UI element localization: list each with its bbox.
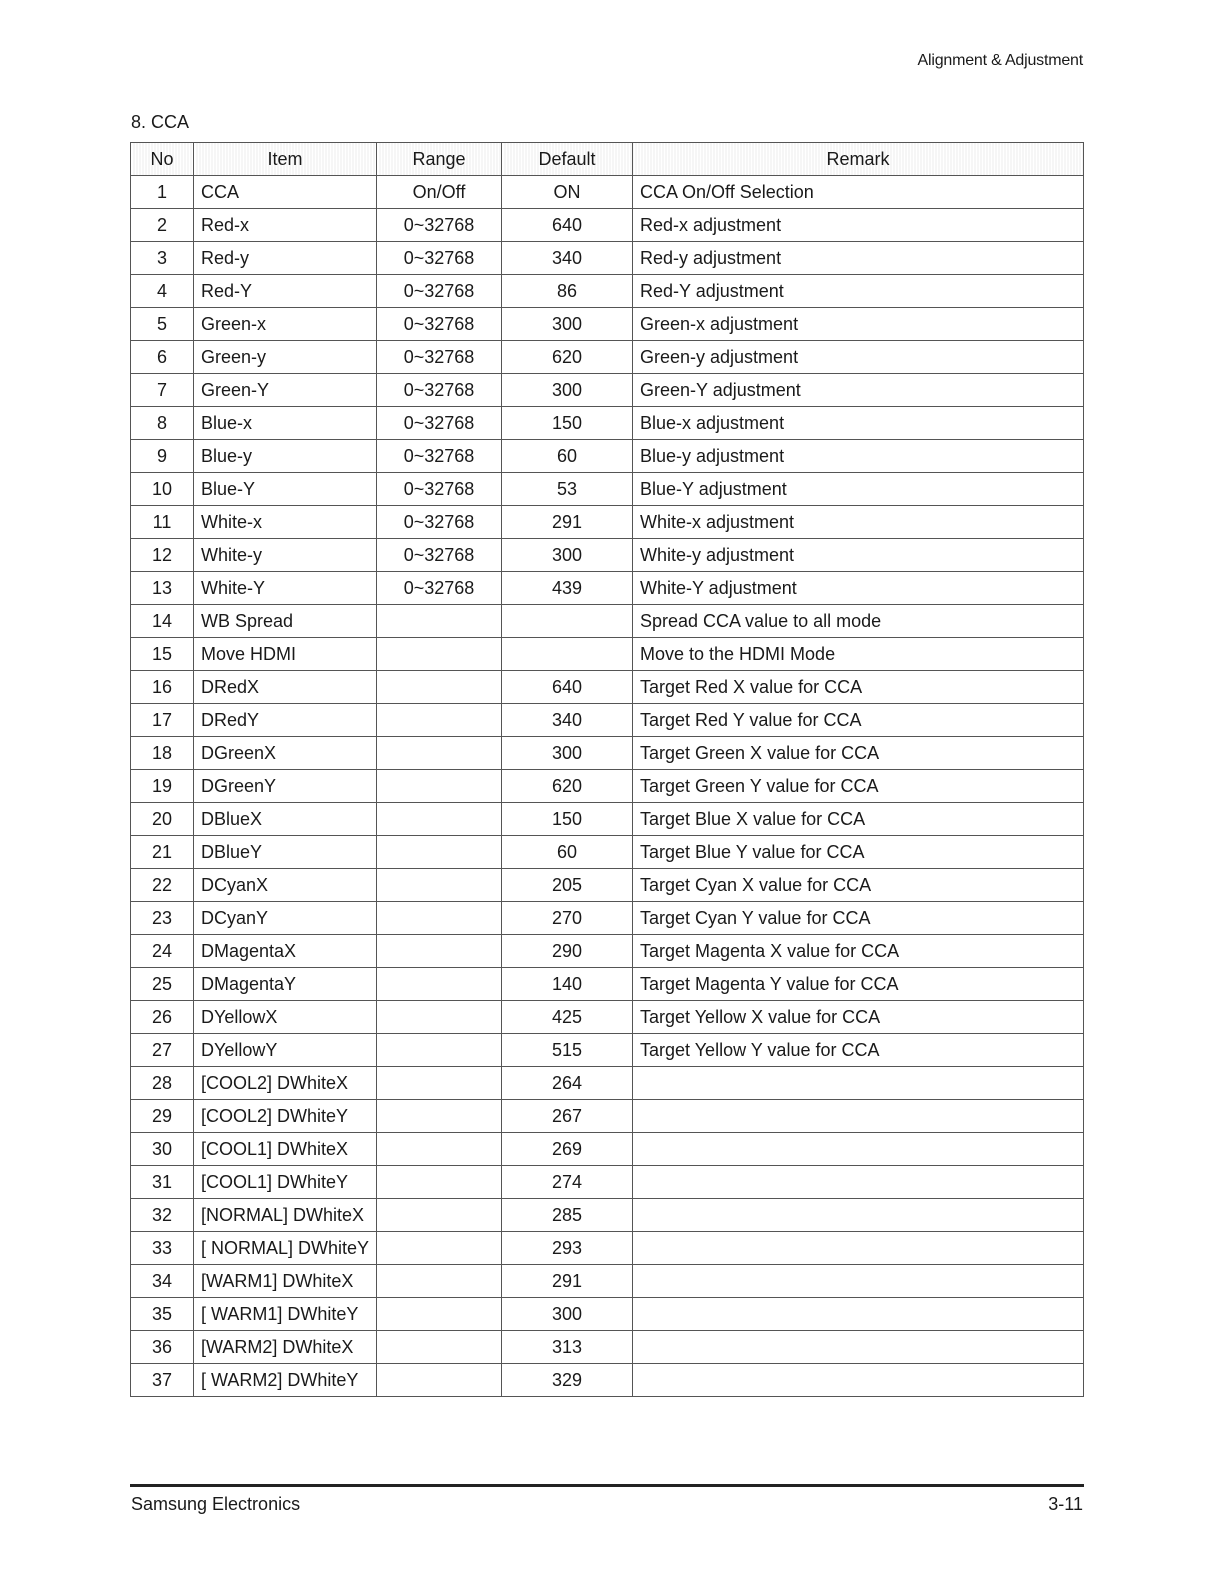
table-row [131,869,1084,902]
cell-remark [633,1331,1084,1364]
cell-item: Red-y [194,242,377,275]
cell-no: 34 [131,1265,194,1298]
cell-default: 285 [502,1199,633,1232]
cell-default: 300 [502,1298,633,1331]
column-header-default: Default [502,143,633,176]
cell-no: 36 [131,1331,194,1364]
cell-no: 8 [131,407,194,440]
cell-range [377,737,502,770]
table-row [131,836,1084,869]
table-row [131,968,1084,1001]
table-row [131,935,1084,968]
cell-no: 19 [131,770,194,803]
cell-range [377,1001,502,1034]
table-row [131,176,1084,209]
cell-no: 22 [131,869,194,902]
cell-item: DBlueX [194,803,377,836]
cell-default [502,638,633,671]
table-row [131,209,1084,242]
cell-range [377,1232,502,1265]
table-row [131,1232,1084,1265]
cell-no: 21 [131,836,194,869]
cell-item: DGreenY [194,770,377,803]
cell-item: DRedX [194,671,377,704]
cell-item: DYellowY [194,1034,377,1067]
cell-no: 7 [131,374,194,407]
cell-range [377,902,502,935]
cell-remark: CCA On/Off Selection [633,176,1084,209]
cell-default: 425 [502,1001,633,1034]
cell-remark [633,1166,1084,1199]
cell-item: Red-Y [194,275,377,308]
cell-item: [COOL1] DWhiteY [194,1166,377,1199]
cell-range [377,1166,502,1199]
table-row [131,1265,1084,1298]
cell-remark [633,1100,1084,1133]
cell-no: 17 [131,704,194,737]
cell-remark: Target Blue Y value for CCA [633,836,1084,869]
cell-remark: Green-Y adjustment [633,374,1084,407]
cell-item: Blue-Y [194,473,377,506]
cell-range [377,704,502,737]
table-row [131,341,1084,374]
cell-range [377,1298,502,1331]
cell-no: 37 [131,1364,194,1397]
cell-no: 16 [131,671,194,704]
cell-range: 0~32768 [377,341,502,374]
cell-default: 340 [502,704,633,737]
cell-no: 20 [131,803,194,836]
cell-item: [WARM1] DWhiteX [194,1265,377,1298]
cell-remark: Target Green X value for CCA [633,737,1084,770]
cell-no: 5 [131,308,194,341]
cell-default: 86 [502,275,633,308]
table-row [131,473,1084,506]
cell-item: DCyanX [194,869,377,902]
cell-item: DMagentaY [194,968,377,1001]
cell-default: 313 [502,1331,633,1364]
cell-remark [633,1232,1084,1265]
cell-no: 29 [131,1100,194,1133]
cell-item: DYellowX [194,1001,377,1034]
cell-no: 18 [131,737,194,770]
cell-remark: Target Magenta Y value for CCA [633,968,1084,1001]
cell-item: [COOL1] DWhiteX [194,1133,377,1166]
column-header-item: Item [194,143,377,176]
cell-remark: Red-x adjustment [633,209,1084,242]
cell-item: WB Spread [194,605,377,638]
cell-range [377,638,502,671]
cell-default: 53 [502,473,633,506]
cell-range [377,1331,502,1364]
cca-table [130,142,1084,1397]
cell-no: 9 [131,440,194,473]
table-row [131,1199,1084,1232]
cell-no: 24 [131,935,194,968]
table-row [131,1133,1084,1166]
table-row [131,737,1084,770]
cell-no: 3 [131,242,194,275]
cell-remark: Target Yellow X value for CCA [633,1001,1084,1034]
cell-range [377,671,502,704]
cell-range [377,836,502,869]
cell-range: 0~32768 [377,506,502,539]
cell-remark [633,1364,1084,1397]
cell-range: 0~32768 [377,539,502,572]
cell-no: 33 [131,1232,194,1265]
cell-item: Blue-x [194,407,377,440]
cell-remark: Blue-y adjustment [633,440,1084,473]
cell-item: [ WARM1] DWhiteY [194,1298,377,1331]
cell-item: [WARM2] DWhiteX [194,1331,377,1364]
cell-default: 140 [502,968,633,1001]
cell-no: 1 [131,176,194,209]
cell-default: 640 [502,671,633,704]
cell-remark: Green-y adjustment [633,341,1084,374]
cell-range [377,1067,502,1100]
cell-remark: Red-y adjustment [633,242,1084,275]
table-row [131,1001,1084,1034]
cell-item: Blue-y [194,440,377,473]
cell-default: 264 [502,1067,633,1100]
cell-default: 300 [502,308,633,341]
cell-item: Red-x [194,209,377,242]
cell-no: 31 [131,1166,194,1199]
cell-range [377,1133,502,1166]
cell-range: 0~32768 [377,440,502,473]
table-row [131,242,1084,275]
cell-no: 14 [131,605,194,638]
cell-default: 150 [502,407,633,440]
cell-remark: Target Green Y value for CCA [633,770,1084,803]
table-row [131,605,1084,638]
cell-remark: Target Yellow Y value for CCA [633,1034,1084,1067]
cell-default: 300 [502,374,633,407]
cell-item: DMagentaX [194,935,377,968]
cell-range: 0~32768 [377,209,502,242]
cell-no: 12 [131,539,194,572]
cell-range: 0~32768 [377,374,502,407]
cell-range [377,1364,502,1397]
table-row [131,1364,1084,1397]
cell-range: On/Off [377,176,502,209]
cell-item: Green-x [194,308,377,341]
table-row [131,539,1084,572]
cell-range [377,1100,502,1133]
table-row [131,803,1084,836]
cell-item: White-Y [194,572,377,605]
cell-item: Green-Y [194,374,377,407]
cell-item: [COOL2] DWhiteX [194,1067,377,1100]
column-header-no: No [131,143,194,176]
cell-item: DGreenX [194,737,377,770]
cell-remark: Blue-Y adjustment [633,473,1084,506]
cell-default: 340 [502,242,633,275]
cell-no: 35 [131,1298,194,1331]
table-row [131,275,1084,308]
cell-no: 10 [131,473,194,506]
table-row [131,407,1084,440]
table-row [131,1331,1084,1364]
cell-item: DRedY [194,704,377,737]
cell-no: 26 [131,1001,194,1034]
cell-no: 30 [131,1133,194,1166]
cell-no: 27 [131,1034,194,1067]
cell-no: 15 [131,638,194,671]
cell-range: 0~32768 [377,572,502,605]
cell-remark: Green-x adjustment [633,308,1084,341]
cell-remark: Target Red Y value for CCA [633,704,1084,737]
cell-item: [ WARM2] DWhiteY [194,1364,377,1397]
cell-no: 4 [131,275,194,308]
cell-no: 11 [131,506,194,539]
cell-range [377,770,502,803]
cell-default: ON [502,176,633,209]
table-row [131,440,1084,473]
cell-default: 439 [502,572,633,605]
cell-item: White-x [194,506,377,539]
cell-item: DCyanY [194,902,377,935]
cell-item: [ NORMAL] DWhiteY [194,1232,377,1265]
cell-remark [633,1265,1084,1298]
cell-remark [633,1133,1084,1166]
cell-remark [633,1199,1084,1232]
column-header-remark: Remark [633,143,1084,176]
table-row [131,902,1084,935]
cell-default: 291 [502,1265,633,1298]
footer-company: Samsung Electronics [131,1494,301,1514]
table-row [131,1166,1084,1199]
cell-default: 150 [502,803,633,836]
cell-range [377,605,502,638]
cell-default: 274 [502,1166,633,1199]
cell-range [377,1034,502,1067]
table-row [131,1298,1084,1331]
table-row [131,638,1084,671]
cell-item: [COOL2] DWhiteY [194,1100,377,1133]
table-row [131,1067,1084,1100]
cell-default [502,605,633,638]
cell-default: 269 [502,1133,633,1166]
cell-default: 300 [502,539,633,572]
table-row [131,770,1084,803]
cell-default: 620 [502,341,633,374]
table-row [131,572,1084,605]
running-header: Alignment & Adjustment [917,52,1083,69]
table-row [131,374,1084,407]
cell-remark: Blue-x adjustment [633,407,1084,440]
table-row [131,506,1084,539]
cell-default: 640 [502,209,633,242]
cell-range [377,935,502,968]
cell-range [377,1199,502,1232]
cell-default: 300 [502,737,633,770]
cell-range: 0~32768 [377,473,502,506]
cell-remark: Spread CCA value to all mode [633,605,1084,638]
cell-range: 0~32768 [377,407,502,440]
cell-default: 620 [502,770,633,803]
cell-remark: Move to the HDMI Mode [633,638,1084,671]
cell-no: 2 [131,209,194,242]
cell-range: 0~32768 [377,275,502,308]
cell-item: [NORMAL] DWhiteX [194,1199,377,1232]
cell-no: 23 [131,902,194,935]
cell-default: 270 [502,902,633,935]
cell-item: DBlueY [194,836,377,869]
table-row [131,1034,1084,1067]
cell-remark: Target Red X value for CCA [633,671,1084,704]
cell-default: 290 [502,935,633,968]
cell-item: White-y [194,539,377,572]
cell-range [377,803,502,836]
cell-no: 28 [131,1067,194,1100]
cell-remark: White-y adjustment [633,539,1084,572]
table-body [131,176,1084,1397]
page-number: 3-11 [1048,1494,1083,1514]
table-row [131,704,1084,737]
section-title: 8. CCA [131,112,190,132]
cell-remark: Red-Y adjustment [633,275,1084,308]
cell-remark [633,1067,1084,1100]
cell-no: 32 [131,1199,194,1232]
cell-range: 0~32768 [377,242,502,275]
cell-item: Move HDMI [194,638,377,671]
cell-remark: Target Cyan Y value for CCA [633,902,1084,935]
cell-range: 0~32768 [377,308,502,341]
cell-default: 293 [502,1232,633,1265]
cell-remark: Target Blue X value for CCA [633,803,1084,836]
cell-no: 25 [131,968,194,1001]
cell-default: 60 [502,836,633,869]
cell-default: 60 [502,440,633,473]
cell-remark [633,1298,1084,1331]
cell-no: 6 [131,341,194,374]
cell-remark: Target Cyan X value for CCA [633,869,1084,902]
column-header-range: Range [377,143,502,176]
table-row [131,308,1084,341]
cell-default: 329 [502,1364,633,1397]
table-row [131,671,1084,704]
cell-default: 205 [502,869,633,902]
cell-default: 267 [502,1100,633,1133]
cell-item: CCA [194,176,377,209]
footer-divider [130,1484,1084,1487]
cell-remark: White-x adjustment [633,506,1084,539]
table-header-row [131,143,1084,176]
cell-remark: Target Magenta X value for CCA [633,935,1084,968]
cell-range [377,1265,502,1298]
cell-default: 291 [502,506,633,539]
cell-remark: White-Y adjustment [633,572,1084,605]
cell-range [377,968,502,1001]
cell-range [377,869,502,902]
cell-default: 515 [502,1034,633,1067]
table-row [131,1100,1084,1133]
cell-item: Green-y [194,341,377,374]
cell-no: 13 [131,572,194,605]
